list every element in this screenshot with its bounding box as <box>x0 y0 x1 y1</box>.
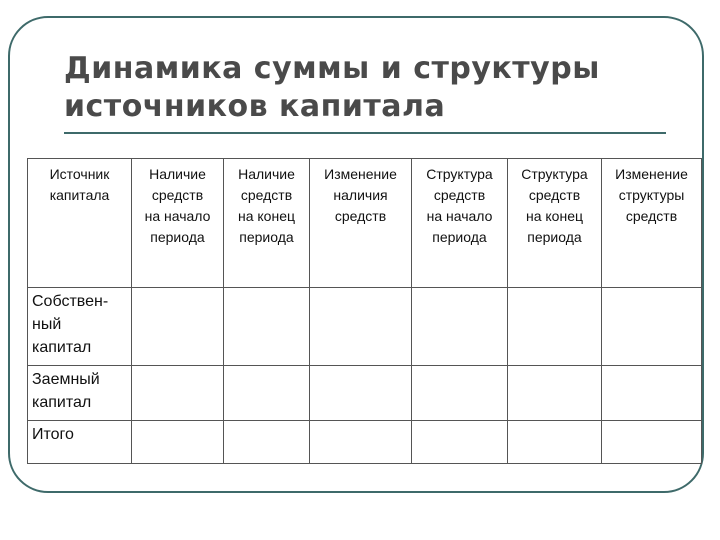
table-cell <box>508 421 602 464</box>
header-end-amount: Наличие средств на конец периода <box>224 159 310 288</box>
table-cell <box>224 421 310 464</box>
table-cell <box>602 366 702 421</box>
capital-sources-table <box>27 158 702 464</box>
table-cell <box>602 288 702 366</box>
table-cell <box>132 421 224 464</box>
table-cell <box>132 366 224 421</box>
table-cell <box>132 288 224 366</box>
table-cell <box>224 366 310 421</box>
table-cell <box>412 421 508 464</box>
table-cell <box>310 288 412 366</box>
header-source: Источник капитала <box>28 159 132 288</box>
header-structure-change: Изменение структуры средств <box>602 159 702 288</box>
table-cell <box>310 421 412 464</box>
table-header-row <box>28 159 702 288</box>
title-underline <box>64 132 666 134</box>
row-label-equity: Собствен- ный капитал <box>28 288 132 366</box>
table-cell <box>310 366 412 421</box>
header-start-amount: Наличие средств на начало периода <box>132 159 224 288</box>
row-label-total: Итого <box>28 421 132 464</box>
slide-title <box>64 50 684 126</box>
header-end-structure: Структура средств на конец периода <box>508 159 602 288</box>
table-row <box>28 366 702 421</box>
row-label-debt: Заемный капитал <box>28 366 132 421</box>
table-cell <box>412 288 508 366</box>
title-line-1: Динамика суммы и структуры <box>64 51 600 86</box>
table-cell <box>412 366 508 421</box>
table-cell <box>602 421 702 464</box>
table-cell <box>508 288 602 366</box>
header-amount-change: Изменение наличия средств <box>310 159 412 288</box>
table-cell <box>224 288 310 366</box>
header-start-structure: Структура средств на начало периода <box>412 159 508 288</box>
table-row <box>28 288 702 366</box>
title-line-2: источников капитала <box>64 89 446 124</box>
table-row <box>28 421 702 464</box>
table-cell <box>508 366 602 421</box>
